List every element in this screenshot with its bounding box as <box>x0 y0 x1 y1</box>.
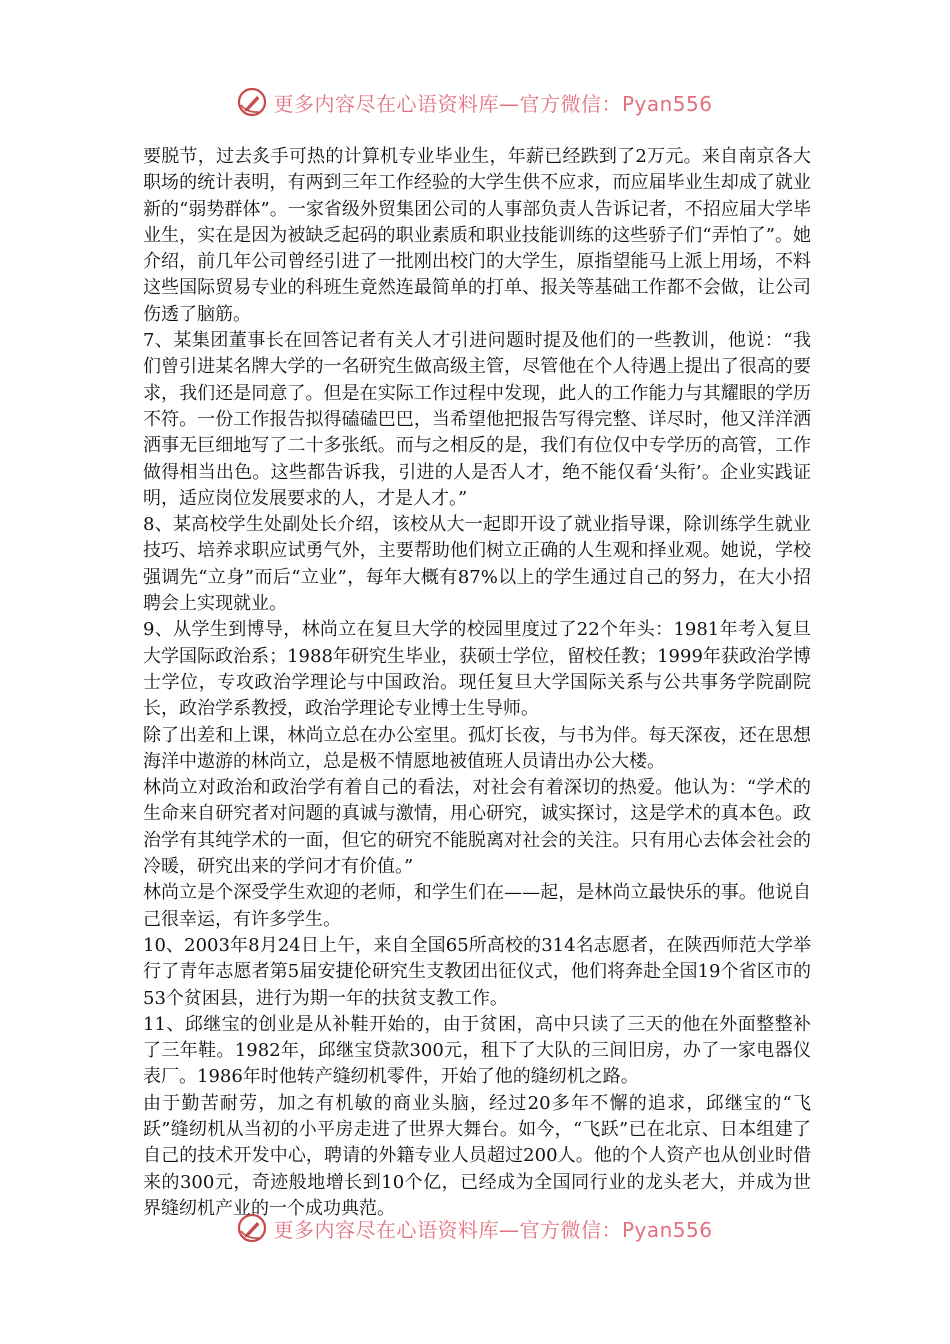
footer-banner <box>0 1208 950 1248</box>
paragraph: 7、某集团董事长在回答记者有关人才引进问题时提及他们的一些教训，他说：“我们曾引进某名牌大学的一名研究生做高级主管，尽管他在个人待遇上提出了很高的要求，我们还是同意了。但是在实际工作过程中发现，此人的工作能力与其耀眼的学历不符。一份工作报告拟得磕磕巴巴，当希望他把报告写得完整、详尽时，他又洋洋洒洒事无巨细地写了二十多张纸。而与之相反的是，我们有位仅中专学历的高管，工作做得相当出色。这些都告诉我，引进的人是否人才，绝不能仅看‘头衔’。企业实践证明，适应岗位发展要求的人，才是人才。” <box>143 330 811 509</box>
header-banner <box>0 82 950 122</box>
pen-logo-icon <box>237 87 267 117</box>
paragraph: 林尚立是个深受学生欢迎的老师，和学生们在——起，是林尚立最快乐的事。他说自己很幸运，有许多学生。 <box>143 882 811 930</box>
paragraph: 10、2003年8月24日上午，来自全国65所高校的314名志愿者，在陕西师范大学举行了青年志愿者第5届安捷伦研究生支教团出征仪式，他们将奔赴全国19个省区市的53个贫困县，进行为期一年的扶贫支教工作。 <box>143 934 811 1009</box>
pen-logo-icon <box>237 1213 267 1243</box>
paragraph: 要脱节，过去炙手可热的计算机专业毕业生，年薪已经跌到了2万元。来自南京各大职场的统计表明，有两到三年工作经验的大学生供不应求，而应届毕业生却成了就业新的“弱势群体”。一家省级外贸集团公司的人事部负责人告诉记者，不招应届大学毕业生，实在是因为被缺乏起码的职业素质和职业技能训练的这些骄子们“弄怕了”。她介绍，前几年公司曾经引进了一批刚出校门的大学生，原指望能马上派上用场，不料这些国际贸易专业的科班生竟然连最简单的打单、报关等基础工作都不会做，让公司伤透了脑筋。 <box>143 146 811 325</box>
paragraph: 9、从学生到博导，林尚立在复旦大学的校园里度过了22个年头：1981年考入复旦大学国际政治系；1988年研究生毕业，获硕士学位，留校任教；1999年获政治学博士学位，专攻政治学理论与中国政治。现任复旦大学国际关系与公共事务学院副院长，政治学系教授，政治学理论专业博士生导师。 <box>143 619 811 720</box>
header-banner-text: 更多内容尽在心语资料库—官方微信：Pyan556 <box>273 91 713 116</box>
paragraph: 由于勤苦耐劳，加之有机敏的商业头脑，经过20多年不懈的追求，邱继宝的“飞跃”缝纫机从当初的小平房走进了世界大舞台。如今，“飞跃”已在北京、日本组建了自己的技术开发中心，聘请的外籍专业人员超过200人。他的个人资产也从创业时借来的300元，奇迹般地增长到10个亿，已经成为全国同行业的龙头老大，并成为世界缝纫机产业的一个成功典范。 <box>143 1092 811 1219</box>
document-body <box>143 144 811 1222</box>
paragraph: 除了出差和上课，林尚立总在办公室里。孤灯长夜，与书为伴。每天深夜，还在思想海洋中遨游的林尚立，总是极不情愿地被值班人员请出办公大楼。 <box>143 724 811 772</box>
paragraph: 8、某高校学生处副处长介绍，该校从大一起即开设了就业指导课，除训练学生就业技巧、培养求职应试勇气外，主要帮助他们树立正确的人生观和择业观。她说，学校强调先“立身”而后“立业”，每年大概有87%以上的学生通过自己的努力，在大小招聘会上实现就业。 <box>143 514 811 615</box>
paragraph: 11、邱继宝的创业是从补鞋开始的，由于贫困，高中只读了三天的他在外面整整补了三年鞋。1982年，邱继宝贷款300元，租下了大队的三间旧房，办了一家电器仪表厂。1986年时他转产缝纫机零件，开始了他的缝纫机之路。 <box>143 1013 811 1088</box>
footer-banner-text: 更多内容尽在心语资料库—官方微信：Pyan556 <box>273 1217 713 1242</box>
paragraph: 林尚立对政治和政治学有着自己的看法，对社会有着深切的热爱。他认为：“学术的生命来自研究者对问题的真诚与激情，用心研究，诚实探讨，这是学术的真本色。政治学有其纯学术的一面，但它的研究不能脱离对社会的关注。只有用心去体会社会的冷暖，研究出来的学问才有价值。” <box>143 777 811 878</box>
